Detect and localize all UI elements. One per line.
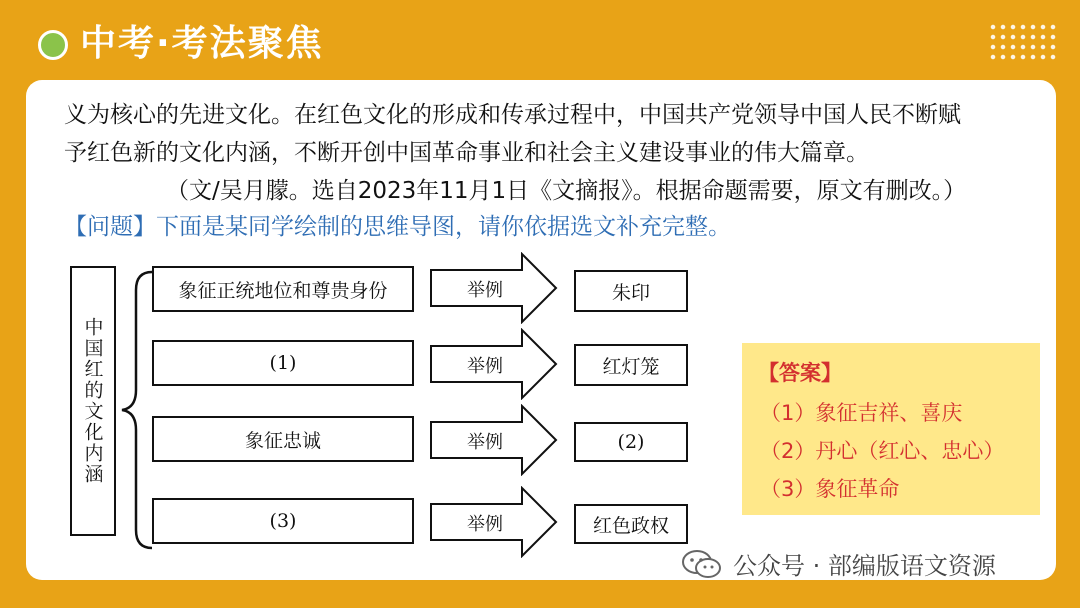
mindmap-left-label-1: 象征正统地位和尊贵身份 (178, 279, 388, 302)
mindmap-left-box-3 (152, 416, 414, 462)
content-card (26, 80, 1056, 580)
mindmap-left-box-2 (152, 340, 414, 386)
mindmap-root-label: 中国红的文化内涵 (81, 317, 104, 485)
mindmap-right-box-3 (574, 422, 688, 462)
arrow-label-1: 举例 (467, 280, 503, 301)
dot-pattern-decoration (988, 22, 1058, 62)
mindmap-left-label-4: (3) (269, 510, 297, 532)
question-text: 【问题】下面是某同学绘制的思维导图，请你依据选文补充完整。 (64, 214, 731, 240)
page-title: 中考·考法聚焦 (80, 23, 324, 64)
mindmap-right-label-2: 红灯笼 (602, 355, 660, 378)
passage-line-1: 义为核心的先进文化。在红色文化的形成和传承过程中，中国共产党领导中国人民不断赋 (64, 102, 961, 128)
arrow-label-2: 举例 (467, 356, 503, 377)
passage-source: （文/吴月朦。选自2023年11月1日《文摘报》。根据命题需要，原文有删改。） (166, 178, 967, 204)
mindmap-right-label-4: 红色政权 (592, 514, 669, 537)
answer-title: 【答案】 (758, 361, 842, 385)
mindmap-root-box (70, 266, 116, 536)
watermark-text: 公众号 · 部编版语文资源 (733, 552, 996, 580)
arrow-label-4: 举例 (467, 514, 503, 535)
mindmap-left-box-4 (152, 498, 414, 544)
mindmap-left-box-1 (152, 266, 414, 312)
mindmap-right-label-1: 朱印 (611, 281, 650, 304)
mindmap-right-box-4 (574, 504, 688, 544)
mindmap-left-label-2: (1) (269, 352, 297, 374)
header-bullet-icon (38, 30, 68, 60)
arrow-label-3: 举例 (467, 432, 503, 453)
passage-line-2: 予红色新的文化内涵，不断开创中国革命事业和社会主义建设事业的伟大篇章。 (64, 140, 869, 166)
answer-box (742, 343, 1040, 515)
answer-item-2: （2）丹心（红心、忠心） (760, 439, 1005, 463)
mindmap-right-box-1 (574, 270, 688, 312)
answer-item-1: （1）象征吉祥、喜庆 (760, 401, 963, 425)
watermark (681, 546, 996, 581)
mindmap-right-box-2 (574, 344, 688, 386)
wechat-icon (681, 549, 723, 579)
mindmap-right-label-3: (2) (617, 431, 645, 453)
answer-item-3: （3）象征革命 (760, 477, 900, 501)
mindmap-left-label-3: 象征忠诚 (244, 429, 321, 452)
